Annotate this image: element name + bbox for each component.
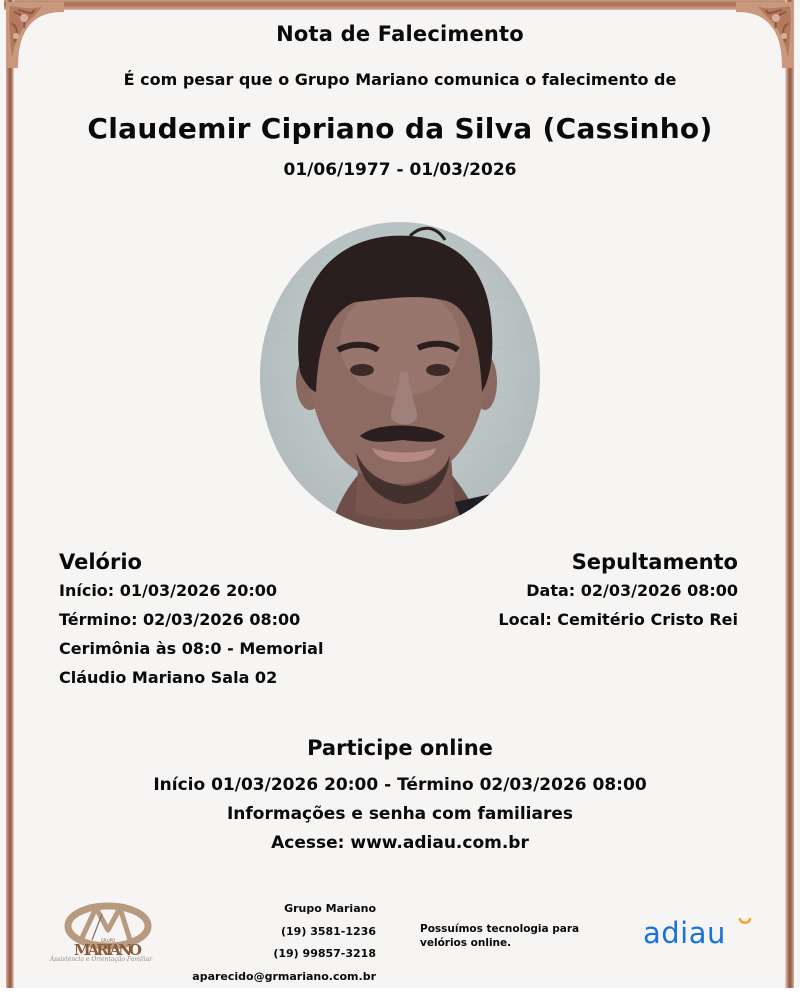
velorio-start: Início: 01/03/2026 20:00 — [59, 581, 278, 600]
velorio-title: Velório — [59, 550, 142, 574]
sepultamento-title: Sepultamento — [571, 550, 738, 574]
contact-phone-1[interactable]: (19) 3581-1236 — [281, 924, 376, 938]
online-access-link[interactable]: Acesse: www.adiau.com.br — [271, 833, 529, 853]
life-dates: 01/06/1977 - 01/03/2026 — [283, 160, 517, 180]
sepultamento-section — [498, 548, 738, 634]
svg-text:GRUPO: GRUPO — [100, 938, 116, 943]
portrait-photo — [260, 222, 540, 530]
footer-contacts — [192, 898, 376, 988]
online-schedule: Início 01/03/2026 20:00 - Término 02/03/2026 08:00 — [153, 775, 647, 795]
velorio-section — [59, 548, 323, 692]
online-title: Participe online — [307, 736, 493, 760]
portrait-image — [260, 222, 540, 530]
velorio-location: Cláudio Mariano Sala 02 — [59, 668, 278, 687]
mariano-tagline: Assistência e Orientação Familiar — [49, 956, 153, 963]
sepultamento-date: Data: 02/03/2026 08:00 — [526, 581, 738, 600]
online-info: Informações e senha com familiares — [226, 804, 574, 824]
notice-intro: É com pesar que o Grupo Mariano comunica o falecimento de — [123, 70, 677, 89]
adiau-smile-icon — [738, 918, 752, 926]
velorio-ceremony: Cerimônia às 08:0 - Memorial — [59, 639, 324, 658]
tech-text: Possuímos tecnologia para velórios online. — [420, 923, 580, 949]
contact-email[interactable]: aparecido@grmariano.com.br — [192, 969, 376, 983]
frame-top-border — [4, 0, 794, 10]
adiau-logo — [643, 916, 726, 950]
sepultamento-location: Local: Cemitério Cristo Rei — [498, 610, 738, 629]
velorio-end: Término: 02/03/2026 08:00 — [59, 610, 301, 629]
notice-title: Nota de Falecimento — [276, 22, 524, 46]
contact-phone-2[interactable]: (19) 99857-3218 — [273, 947, 376, 960]
contact-company: Grupo Mariano — [284, 902, 376, 915]
adiau-logo-text: adiau — [643, 916, 726, 950]
deceased-name: Claudemir Cipriano da Silva (Cassinho) — [87, 112, 713, 145]
svg-text:MARIANO: MARIANO — [74, 941, 142, 959]
